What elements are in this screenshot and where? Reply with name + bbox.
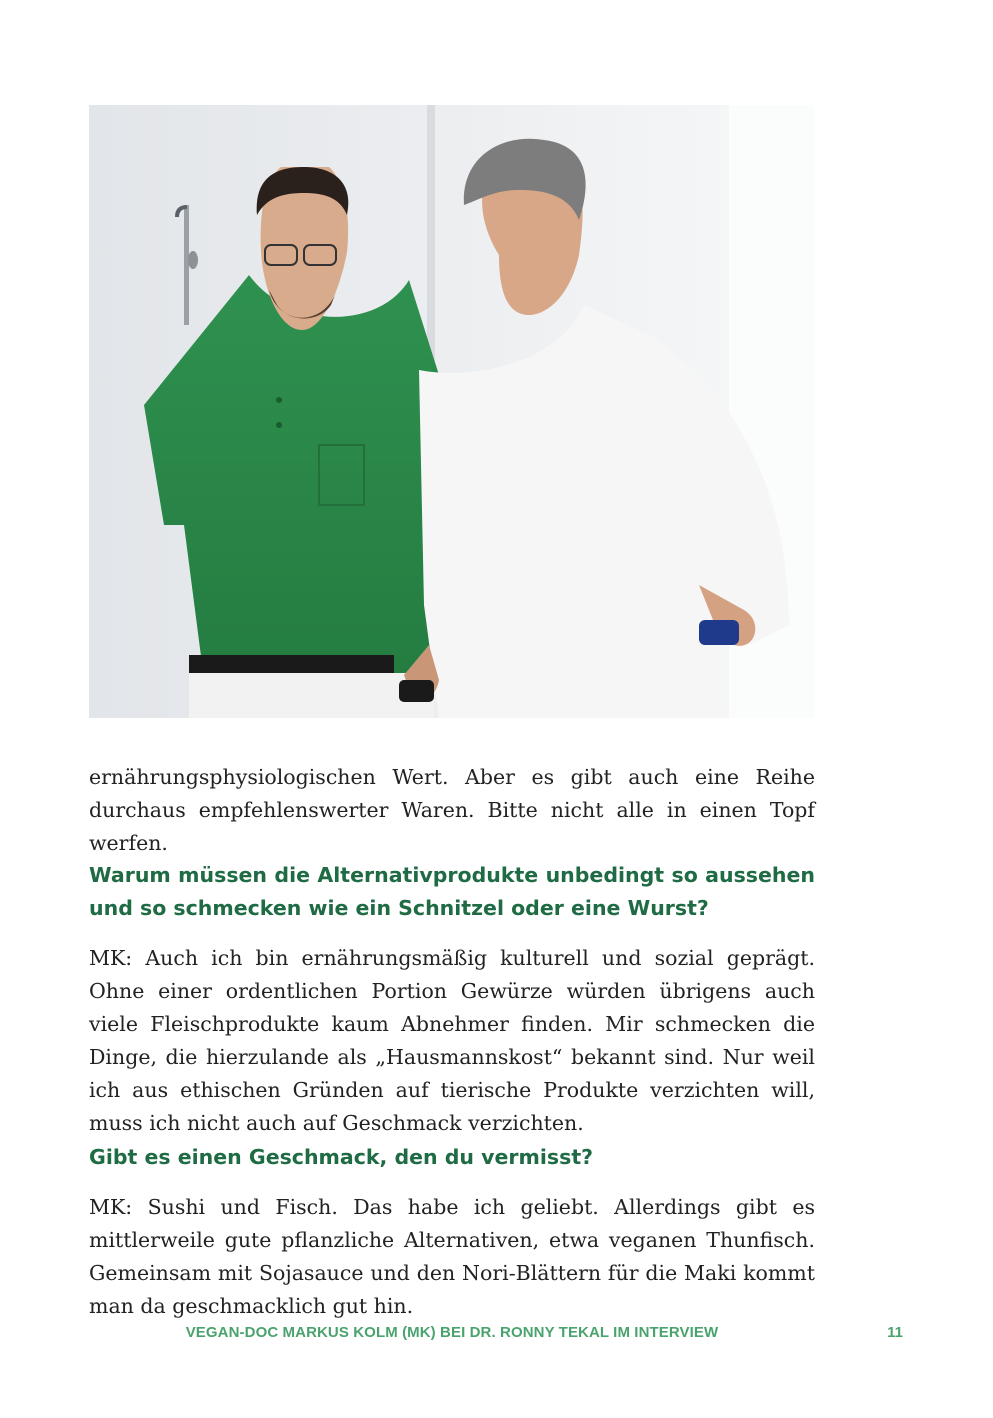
interview-question: Warum müssen die Alternativprodukte unbedingt so aussehen und so schmecken wie ein Schnitzel oder eine Wurst? bbox=[89, 863, 815, 920]
body-paragraph: ernährungsphysiologischen Wert. Aber es gibt auch eine Reihe durchaus empfehlenswerter Waren. Bitte nicht alle in einen Topf werfen. bbox=[89, 765, 815, 855]
page-number: 11 bbox=[887, 1324, 903, 1341]
running-footer: VEGAN-DOC MARKUS KOLM (MK) BEI DR. RONNY TEKAL IM INTERVIEW bbox=[185, 1324, 719, 1341]
body-paragraph: MK: Sushi und Fisch. Das habe ich geliebt. Allerdings gibt es mittlerweile gute pflanzliche Alternativen, etwa veganen Thunfisch. Gemeinsam mit Sojasauce und den Nori-Blättern für die Maki kommt man da geschmacklich gut hin. bbox=[89, 1195, 815, 1318]
photo-illustration bbox=[89, 105, 815, 718]
interview-question: Gibt es einen Geschmack, den du vermisst? bbox=[89, 1145, 594, 1169]
interview-photo bbox=[89, 105, 815, 718]
body-paragraph: MK: Auch ich bin ernährungsmäßig kulturell und sozial geprägt. Ohne einer ordentlichen Portion Gewürze würden übrigens auch viele Fleischprodukte kaum Abnehmer finden. Mir schmecken die Dinge, die hierzulande als „Hausmannskost“ bekannt sind. Nur weil ich aus ethischen Gründen auf tierische Produkte verzichten will, muss ich nicht auch auf Geschmack verzichten. bbox=[89, 946, 815, 1135]
